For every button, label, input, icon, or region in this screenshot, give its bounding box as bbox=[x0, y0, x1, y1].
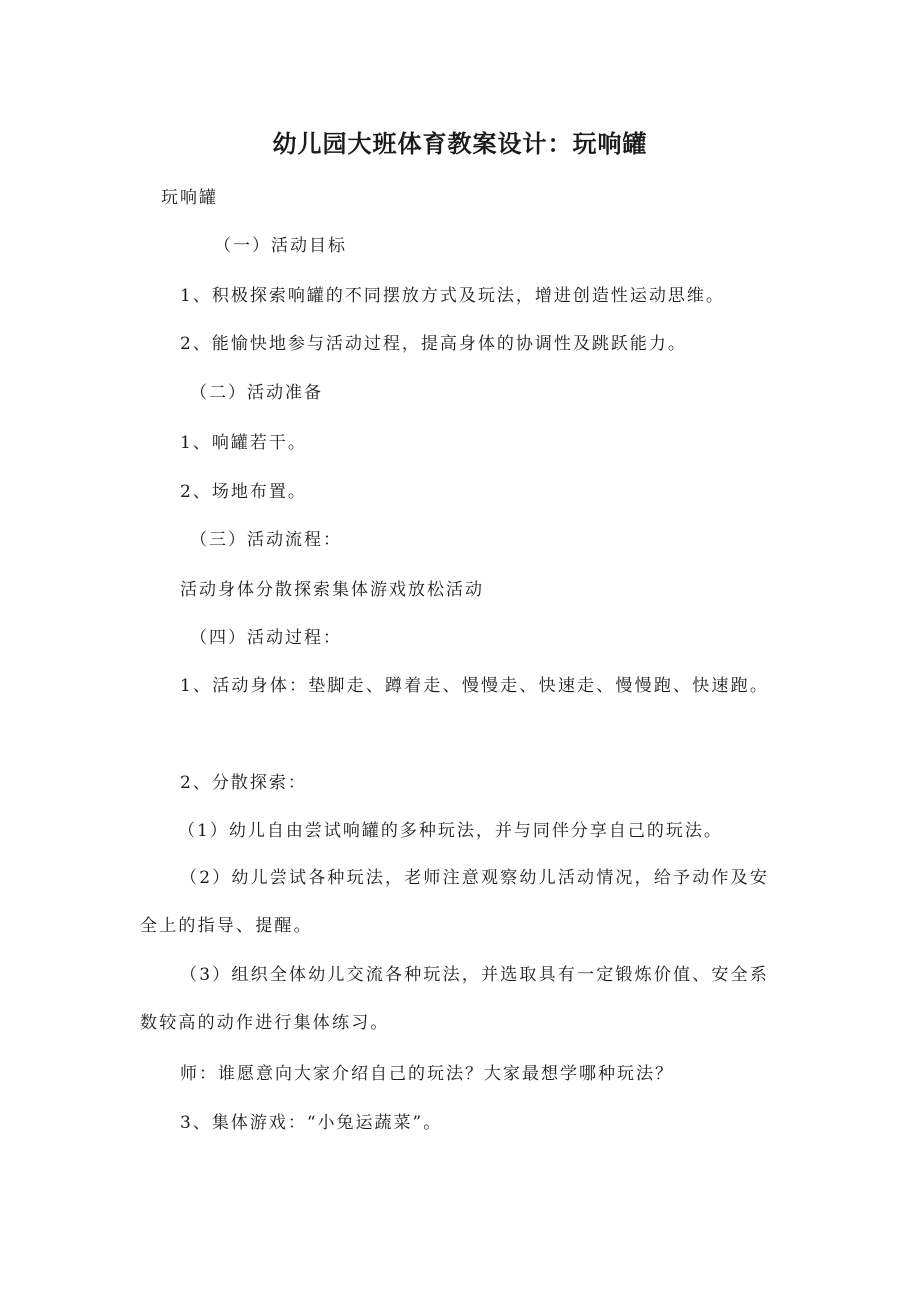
section-heading-process: （四）活动过程： bbox=[190, 628, 342, 648]
process-step-2-2: （2）幼儿尝试各种玩法，老师注意观察幼儿活动情况，给予动作及安全上的指导、提醒。 bbox=[140, 868, 770, 936]
prep-item-2: 2、场地布置。 bbox=[180, 482, 307, 502]
flow-text: 活动身体分散探索集体游戏放松活动 bbox=[180, 580, 484, 600]
prep-item-1: 1、响罐若干。 bbox=[180, 433, 307, 453]
process-step-2-3: （3）组织全体幼儿交流各种玩法，并选取具有一定锻炼价值、安全系数较高的动作进行集体练习。 bbox=[140, 965, 770, 1033]
process-step-1: 1、活动身体：垫脚走、蹲着走、慢慢走、快速走、慢慢跑、快速跑。 bbox=[180, 676, 770, 696]
process-step-3: 3、集体游戏：“小兔运蔬菜”。 bbox=[180, 1113, 443, 1133]
goal-item-2: 2、能愉快地参与活动过程，提高身体的协调性及跳跃能力。 bbox=[180, 334, 687, 354]
section-heading-preparation: （二）活动准备 bbox=[190, 383, 323, 403]
process-step-2-1: （1）幼儿自由尝试响罐的多种玩法，并与同伴分享自己的玩法。 bbox=[178, 821, 723, 841]
document-title: 幼儿园大班体育教案设计：玩响罐 bbox=[272, 130, 648, 158]
goal-item-1: 1、积极探索响罐的不同摆放方式及玩法，增进创造性运动思维。 bbox=[180, 286, 725, 306]
section-heading-goals: （一）活动目标 bbox=[214, 236, 347, 256]
subtitle: 玩响罐 bbox=[161, 188, 218, 208]
process-step-2: 2、分散探索： bbox=[180, 773, 307, 793]
section-heading-flow: （三）活动流程： bbox=[190, 530, 342, 550]
teacher-question: 师：谁愿意向大家介绍自己的玩法？大家最想学哪种玩法？ bbox=[180, 1064, 674, 1084]
